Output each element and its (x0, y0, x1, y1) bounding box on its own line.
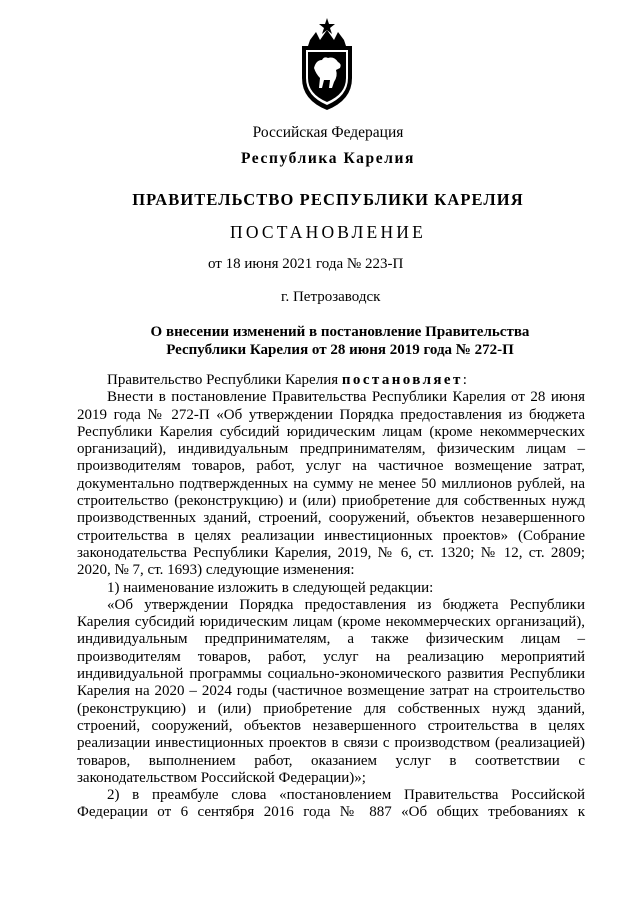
body-line: законодательства Республики Карелия, 2019, № 6, ст. 1320; № 12, ст. 2809; (77, 544, 585, 561)
country-name: Российская Федерация (252, 124, 404, 141)
body-line: производственных зданий, строений, сооружений, объектов незавершенного (77, 510, 585, 527)
title-line: Республики Карелия от 28 июня 2019 года № 272-П (166, 342, 514, 358)
body-line: Внести в постановление Правительства Республики Карелия от 28 июня (107, 389, 585, 406)
document-title (90, 323, 590, 359)
intro-prefix: Правительство Республики Карелия (107, 372, 342, 388)
document-type: ПОСТАНОВЛЕНИЕ (229, 222, 427, 242)
body-line: документально подтвержденных на сумму не менее 50 миллионов рублей, на (77, 475, 585, 492)
body-line: индивидуальной программы социально-экономического развития Республики (77, 666, 585, 683)
body-line: Федерации от 6 сентября 2016 года № 887 «Об общих требованиях к (77, 804, 585, 821)
body-line: производителям товаров, работ, услуг на реализацию мероприятий (77, 648, 585, 665)
body-line: строительства в целях реализации инвестиционных проектов» (Собрание (77, 527, 585, 544)
body-line: законодательством Российской Федерации)»; (77, 769, 366, 786)
body-line: реализации инвестиционных проектов в связи с производством (реализацией) (77, 735, 585, 752)
intro-line (77, 372, 585, 389)
body-line: 1) наименование изложить в следующей редакции: (107, 579, 434, 596)
government-name: ПРАВИТЕЛЬСТВО РЕСПУБЛИКИ КАРЕЛИЯ (132, 190, 524, 209)
intro-suffix: : (462, 372, 467, 388)
body-line: «Об утверждении Порядка предоставления из бюджета Республики (107, 596, 585, 613)
body-line: индивидуальным предпринимателям, а также физическим лицам – (77, 631, 585, 648)
body-line: Карелия на 2020 – 2024 годы (частичное возмещение затрат на строительство (77, 683, 585, 700)
document-body (77, 372, 585, 822)
republic-name: Республика Карелия (240, 150, 416, 167)
intro-spaced-word: постановляет (341, 372, 463, 388)
karelia-coat-of-arms-icon (296, 16, 358, 112)
city-name: г. Петрозаводск (281, 289, 381, 305)
body-line: товаров, выполнением работ, оказанием услуг в соответствии с (77, 752, 585, 769)
body-line: строительство (реконструкцию) и (или) приобретение для собственных нужд (77, 493, 585, 510)
body-line: производителям товаров, работ, услуг на частичное возмещение затрат, (77, 458, 585, 475)
title-line: О внесении изменений в постановление Правительства (150, 324, 530, 340)
body-line: Карелия субсидий юридическим лицам (кроме некоммерческих организаций), (77, 614, 585, 631)
body-line: организаций), индивидуальным предпринимателям, физическим лицам – (77, 441, 585, 458)
body-line: строений, сооружений, объектов незавершенного строительства в целях (77, 717, 585, 734)
decree-date-number: от 18 июня 2021 года № 223-П (208, 256, 404, 272)
body-line: 2020, № 7, ст. 1693) следующие изменения: (77, 562, 355, 579)
body-line: 2) в преамбуле слова «постановлением Правительства Российской (107, 787, 585, 804)
body-line: (реконструкцию) и (или) приобретение для собственных нужд зданий, (77, 700, 585, 717)
body-line: Республики Карелия субсидий юридическим лицам (кроме некоммерческих (77, 423, 585, 440)
body-line: 2019 года № 272-П «Об утверждении Порядка предоставления из бюджета (77, 406, 585, 423)
